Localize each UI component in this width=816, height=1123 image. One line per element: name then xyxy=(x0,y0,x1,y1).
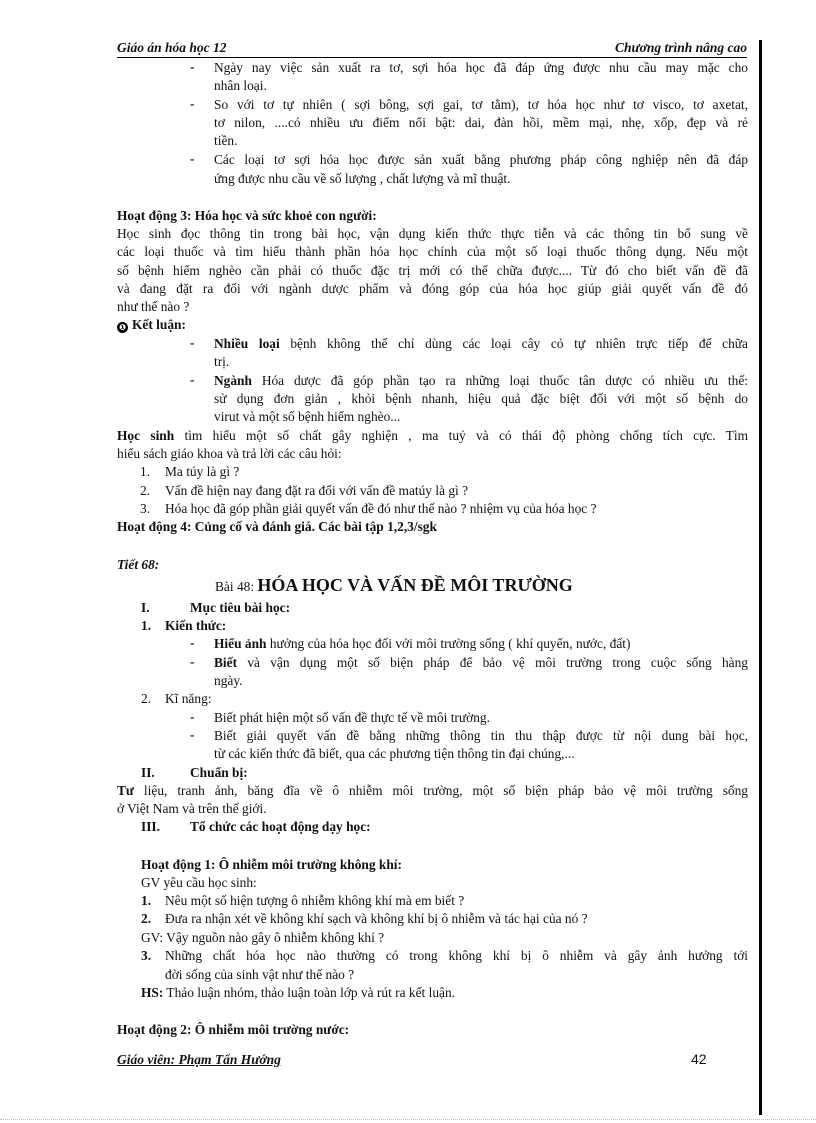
lesson-prefix: Bài 48: xyxy=(215,579,258,594)
dash-bullet: - xyxy=(190,654,195,669)
hd3-para-line5: như thế nào ? xyxy=(117,299,190,314)
section-1-label: Mục tiêu bài học: xyxy=(190,600,291,615)
hd1-hs xyxy=(141,984,455,1001)
hd1-q-number: 3. xyxy=(141,948,152,963)
footer-teacher: Giáo viên: Phạm Tấn Hướng xyxy=(117,1052,281,1067)
question-1: Ma túy là gì ? xyxy=(165,464,240,479)
section-2-label: Chuẩn bị: xyxy=(190,765,248,780)
question-2: Vấn đề hiện nay đang đặt ra đối với vấn đề matúy là gì ? xyxy=(165,483,469,498)
intro-bullet-3-line2: ứng được nhu cầu về số lượng , chất lượng và mĩ thuật. xyxy=(214,171,511,186)
ket-luan-label xyxy=(117,316,186,333)
conclusion-2-bold: Ngành xyxy=(214,373,252,388)
hd2-heading: Hoạt động 2: Ô nhiễm môi trường nước: xyxy=(117,1022,350,1037)
section-roman: I. xyxy=(141,600,150,615)
dash-bullet: - xyxy=(190,59,195,74)
dash-bullet: - xyxy=(190,96,195,111)
hd3-para-line3: số bệnh hiểm nghèo cần phải có thuốc đặc trị mới có thể chữa được.... Từ đó cho biết vấn đề đã xyxy=(117,263,748,278)
kt-item-2-text: và vận dụng một số biện pháp để bảo vệ môi trường trong cuộc sống hàng xyxy=(237,655,748,670)
hd1-q3-line2: đời sống của sinh vật như thế nào ? xyxy=(165,967,355,982)
tiet-label: Tiết 68: xyxy=(117,557,160,572)
ket-luan-text: Kết luận: xyxy=(132,317,186,332)
intro-bullet-3-line1: Các loại tơ sợi hóa học được sản xuất bằng phương pháp công nghiệp nên đã đáp xyxy=(214,152,748,167)
hd1-q-number: 2. xyxy=(141,911,152,926)
hd4-heading: Hoạt động 4: Củng cố và đánh giá. Các bài tập 1,2,3/sgk xyxy=(117,519,437,534)
hd3-para-line1: Học sinh đọc thông tin trong bài học, vận dụng kiến thức thực tiễn và các thông tin bổ sung về xyxy=(117,226,748,241)
lesson-title-text: HÓA HỌC VÀ VẤN ĐỀ MÔI TRƯỜNG xyxy=(257,575,573,595)
kinang-label: Kĩ năng: xyxy=(165,691,212,706)
hd3-para-line4: và đang đặt ra đối với ngành dược phẩm và đóng góp của hóa học giúp giải quyết vấn đề đó xyxy=(117,281,748,296)
header-right: Chương trình nâng cao xyxy=(614,40,747,55)
kt-item-2-bold: Biết xyxy=(214,655,238,670)
question-number: 1. xyxy=(140,464,151,479)
page-edge-dotted xyxy=(0,1119,816,1120)
chuanbi-bold: Tư xyxy=(117,783,134,798)
hd1-gv-intro: GV yêu cầu học sinh: xyxy=(141,875,257,890)
hd1-q2: Đưa ra nhận xét về không khí sạch và không khí bị ô nhiễm và tác hại của nó ? xyxy=(165,911,588,926)
intro-bullet-1-line1: Ngày nay việc sản xuất ra tơ, sợi hóa học đã đáp ứng được nhu cầu may mặc cho xyxy=(214,60,748,75)
dash-bullet: - xyxy=(190,372,195,387)
intro-bullet-2-line3: tiền. xyxy=(214,133,238,148)
conclusion-2-line3: virut và một số bệnh hiểm nghèo... xyxy=(214,409,401,424)
kn-item-2-line1: Biết giải quyết vấn đề bằng những thông tin thu thập được từ nội dung bài học, xyxy=(214,728,748,743)
numbered-circle-icon: ❶ xyxy=(117,322,128,333)
dash-bullet: - xyxy=(190,335,195,350)
hd1-q3-line1: Những chất hóa học nào thường có trong không khí bị ô nhiễm và gây ảnh hưởng tới xyxy=(165,948,748,963)
kt-item-2-line2: ngày. xyxy=(214,673,243,688)
chuanbi-line2: ở Việt Nam và trên thế giới. xyxy=(117,801,267,816)
page-number: 42 xyxy=(691,1051,707,1067)
hs-para-line1 xyxy=(117,427,748,444)
kienthuc-label: Kiến thức: xyxy=(165,618,227,633)
page-border-line xyxy=(759,40,762,1115)
kienthuc-number: 1. xyxy=(141,618,152,633)
intro-bullet-2-line2: tơ nilon, ....có nhiều ưu điểm nổi bật: dai, đàn hồi, mềm mại, nhẹ, xốp, đẹp và rẻ xyxy=(214,115,748,130)
conclusion-2-line2: sử dụng đơn giản , khỏi bệnh nhanh, hiệu quả đặc biệt đối với một số bệnh do xyxy=(214,391,748,406)
section-3-label: Tổ chức các hoạt động dạy học: xyxy=(190,819,371,834)
hd1-gv2: GV: Vậy nguồn nào gây ô nhiễm không khí ? xyxy=(141,930,385,945)
hd1-hs-text: Thảo luận nhóm, thảo luận toàn lớp và rút ra kết luận. xyxy=(163,985,456,1000)
kt-item-1-text: hưởng của hóa học đối với môi trường sống ( khí quyển, nước, đất) xyxy=(266,636,631,651)
section-roman: II. xyxy=(141,765,155,780)
dash-bullet: - xyxy=(190,727,195,742)
conclusion-2-text: Hóa dược đã góp phần tạo ra những loại thuốc tân dược có nhiều ưu thế: xyxy=(251,373,748,388)
hs-text: tìm hiểu một số chất gây nghiện , ma tuý và có thái độ phòng chống tích cực. Tìm xyxy=(174,428,748,443)
hd1-q-number: 1. xyxy=(141,893,152,908)
chuanbi-line1 xyxy=(117,782,748,799)
kinang-number: 2. xyxy=(141,691,152,706)
conclusion-1-line1 xyxy=(214,335,748,352)
conclusion-2-line1 xyxy=(214,372,748,389)
intro-bullet-2-line1: So với tơ tự nhiên ( sợi bông, sợi gai, tơ tằm), tơ hóa học như tơ visco, tơ axetat, xyxy=(214,97,748,112)
conclusion-1-text: bệnh không thể chỉ dùng các loại cây cỏ tự nhiên trực tiếp để chữa xyxy=(279,336,748,351)
hd1-heading: Hoạt động 1: Ô nhiễm môi trường không khí: xyxy=(141,857,402,872)
question-number: 2. xyxy=(140,483,151,498)
kt-item-2-line1 xyxy=(214,654,748,671)
page-header xyxy=(117,38,747,58)
conclusion-1-bold: Nhiều loại xyxy=(214,336,280,351)
conclusion-1-line2: trị. xyxy=(214,354,230,369)
chuanbi-text: liệu, tranh ảnh, băng đĩa về ô nhiễm môi trường, một số biện pháp bảo vệ môi trường sống xyxy=(133,783,748,798)
lesson-title xyxy=(215,574,573,598)
hs-para-line2: hiểu sách giáo khoa và trả lời các câu hỏi: xyxy=(117,446,342,461)
question-number: 3. xyxy=(140,501,151,516)
kt-item-1-bold: Hiểu ảnh xyxy=(214,636,267,651)
hs-bold: Học sinh xyxy=(117,428,175,443)
hd3-para-line2: các loại thuốc và tìm hiểu thành phần hóa học chính của một số loại thuốc thông dụng. Nếu một xyxy=(117,244,748,259)
hd1-q1: Nêu một số hiện tượng ô nhiễm không khí mà em biết ? xyxy=(165,893,465,908)
dash-bullet: - xyxy=(190,151,195,166)
kn-item-1: Biết phát hiện một số vấn đề thực tế về môi trường. xyxy=(214,710,490,725)
kt-item-1 xyxy=(214,635,630,652)
hd3-heading: Hoạt động 3: Hóa học và sức khoẻ con người: xyxy=(117,208,377,223)
hd1-hs-bold: HS: xyxy=(141,985,164,1000)
kn-item-2-line2: từ các kiến thức đã biết, qua các phương tiện thông tin đại chúng,... xyxy=(214,746,575,761)
header-left: Giáo án hóa học 12 xyxy=(117,40,227,55)
dash-bullet: - xyxy=(190,709,195,724)
section-roman: III. xyxy=(141,819,160,834)
intro-bullet-1-line2: nhân loại. xyxy=(214,78,267,93)
question-3: Hóa học đã góp phần giải quyết vấn đề đó như thế nào ? nhiệm vụ của hóa học ? xyxy=(165,501,597,516)
dash-bullet: - xyxy=(190,635,195,650)
